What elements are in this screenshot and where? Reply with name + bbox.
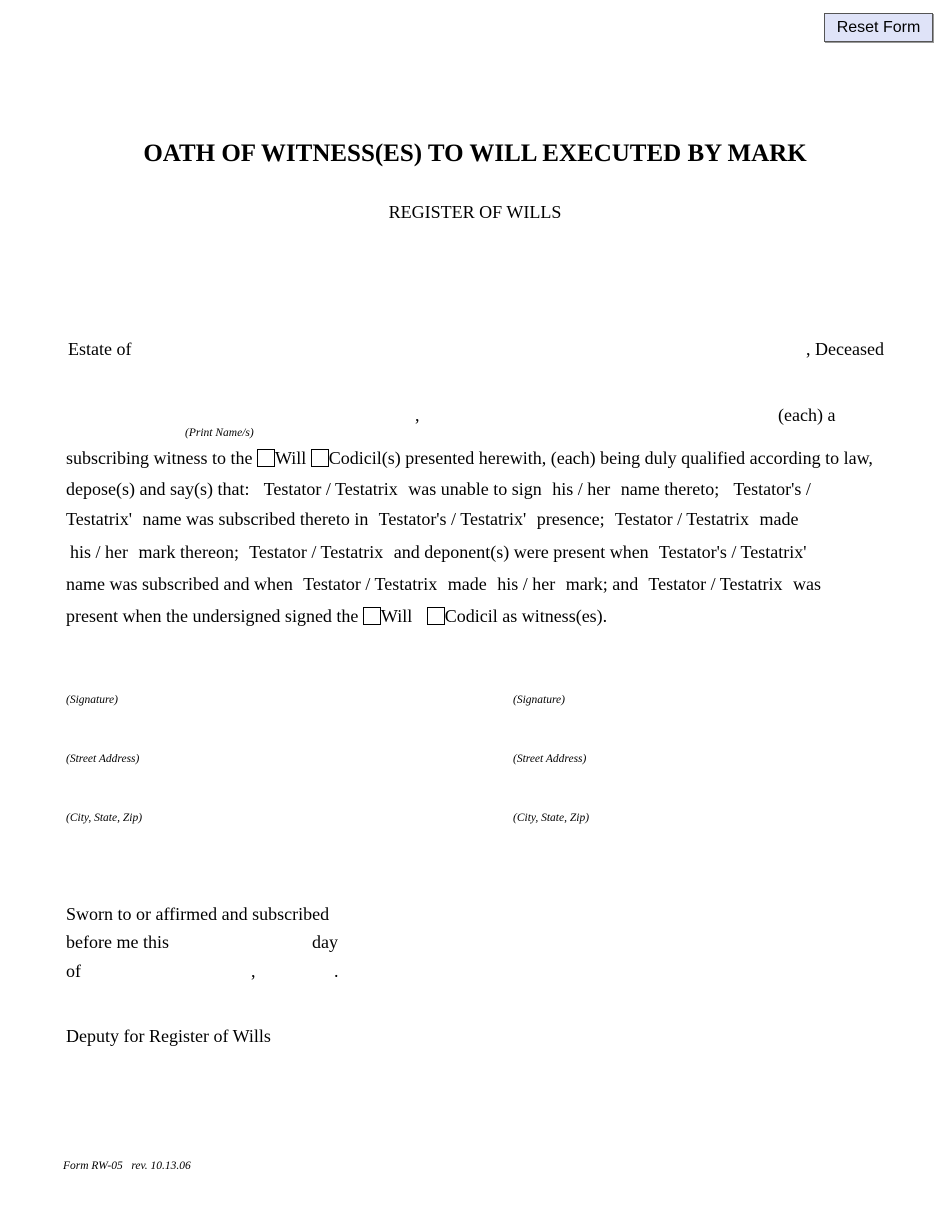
- city-label-right: (City, State, Zip): [513, 812, 590, 824]
- city-label-left: (City, State, Zip): [66, 812, 143, 824]
- oath-text: his / her: [70, 542, 128, 562]
- signature-field-right[interactable]: [513, 672, 885, 690]
- deputy-label: Deputy for Register of Wills: [66, 1026, 271, 1046]
- oath-text: depose(s) and say(s) that:: [66, 479, 250, 499]
- signature-label-left: (Signature): [66, 694, 118, 706]
- oath-text: Testator / Testatrix: [648, 574, 783, 594]
- sworn-day-suffix: day: [312, 932, 338, 952]
- estate-name-field[interactable]: [139, 339, 804, 358]
- sworn-month-field[interactable]: [88, 961, 250, 979]
- street-address-field-right[interactable]: [513, 731, 885, 749]
- form-title: OATH OF WITNESS(ES) TO WILL EXECUTED BY MARK: [143, 140, 807, 167]
- oath-text: mark thereon;: [138, 542, 239, 562]
- oath-text: Testator / Testatrix: [614, 509, 749, 529]
- estate-label: Estate of: [68, 339, 132, 359]
- will-witness-label: Will: [380, 606, 413, 626]
- sworn-year-field[interactable]: [259, 961, 334, 979]
- city-state-zip-field-left[interactable]: [66, 790, 410, 808]
- street-label-right: (Street Address): [513, 753, 587, 765]
- will-checkbox-label: Will: [275, 448, 307, 468]
- oath-text: was: [793, 574, 822, 594]
- oath-line-4: [70, 542, 806, 563]
- form-subtitle: REGISTER OF WILLS: [388, 202, 562, 222]
- codicil-witness-checkbox[interactable]: [427, 607, 445, 625]
- names-comma: ,: [415, 405, 420, 425]
- oath-text: present when the undersigned signed the: [66, 606, 359, 626]
- oath-line-1: [66, 448, 873, 469]
- oath-text: mark; and: [565, 574, 639, 594]
- codicil-checkbox[interactable]: [311, 449, 329, 467]
- oath-line-6: [66, 606, 607, 627]
- sworn-day-field[interactable]: [176, 932, 307, 950]
- oath-text: Testator / Testatrix: [249, 542, 384, 562]
- signature-label-right: (Signature): [513, 694, 565, 706]
- oath-text: Testator's /: [733, 479, 811, 499]
- street-address-field-left[interactable]: [66, 731, 410, 749]
- oath-line-5: [66, 574, 821, 595]
- signature-field-left[interactable]: [66, 672, 410, 690]
- oath-text: presence;: [536, 509, 605, 529]
- sworn-period: .: [334, 961, 339, 981]
- oath-text: Testator / Testatrix: [303, 574, 438, 594]
- oath-text: made: [447, 574, 487, 594]
- deputy-signature-field[interactable]: [66, 1004, 336, 1022]
- sworn-comma: ,: [251, 961, 256, 981]
- form-id: Form RW-05 rev. 10.13.06: [63, 1160, 191, 1172]
- oath-text: his / her: [497, 574, 556, 594]
- oath-text: name thereto;: [620, 479, 720, 499]
- oath-text: his / her: [552, 479, 611, 499]
- sworn-of-label: of: [66, 961, 81, 981]
- deceased-label: , Deceased: [806, 339, 884, 359]
- oath-text: Codicil as witness(es).: [444, 606, 608, 626]
- oath-text: made: [759, 509, 799, 529]
- oath-text: and deponent(s) were present when: [393, 542, 649, 562]
- oath-text: Testator's / Testatrix': [658, 542, 807, 562]
- sworn-day-label: before me this: [66, 932, 169, 952]
- oath-text: was unable to sign: [408, 479, 542, 499]
- will-witness-checkbox[interactable]: [363, 607, 381, 625]
- oath-text: Testatrix': [66, 509, 132, 529]
- oath-line-2: [66, 479, 811, 500]
- print-names-label: (Print Name/s): [185, 427, 254, 439]
- oath-text: Codicil(s) presented herewith, (each) being duly qualified according to law,: [328, 448, 873, 468]
- will-checkbox[interactable]: [257, 449, 275, 467]
- witness-name-field-1[interactable]: [66, 405, 414, 422]
- oath-text: name was subscribed thereto in: [142, 509, 369, 529]
- sworn-line-1: Sworn to or affirmed and subscribed: [66, 904, 330, 924]
- street-label-left: (Street Address): [66, 753, 140, 765]
- each-a-label: (each) a: [778, 405, 836, 425]
- reset-form-button[interactable]: Reset Form: [824, 13, 933, 42]
- oath-text: subscribing witness to the: [66, 448, 253, 468]
- city-state-zip-field-right[interactable]: [513, 790, 885, 808]
- oath-text: name was subscribed and when: [66, 574, 293, 594]
- oath-text: Testator / Testatrix: [263, 479, 398, 499]
- oath-text: Testator's / Testatrix': [378, 509, 527, 529]
- witness-name-field-2[interactable]: [425, 405, 772, 422]
- oath-line-3: [66, 509, 798, 530]
